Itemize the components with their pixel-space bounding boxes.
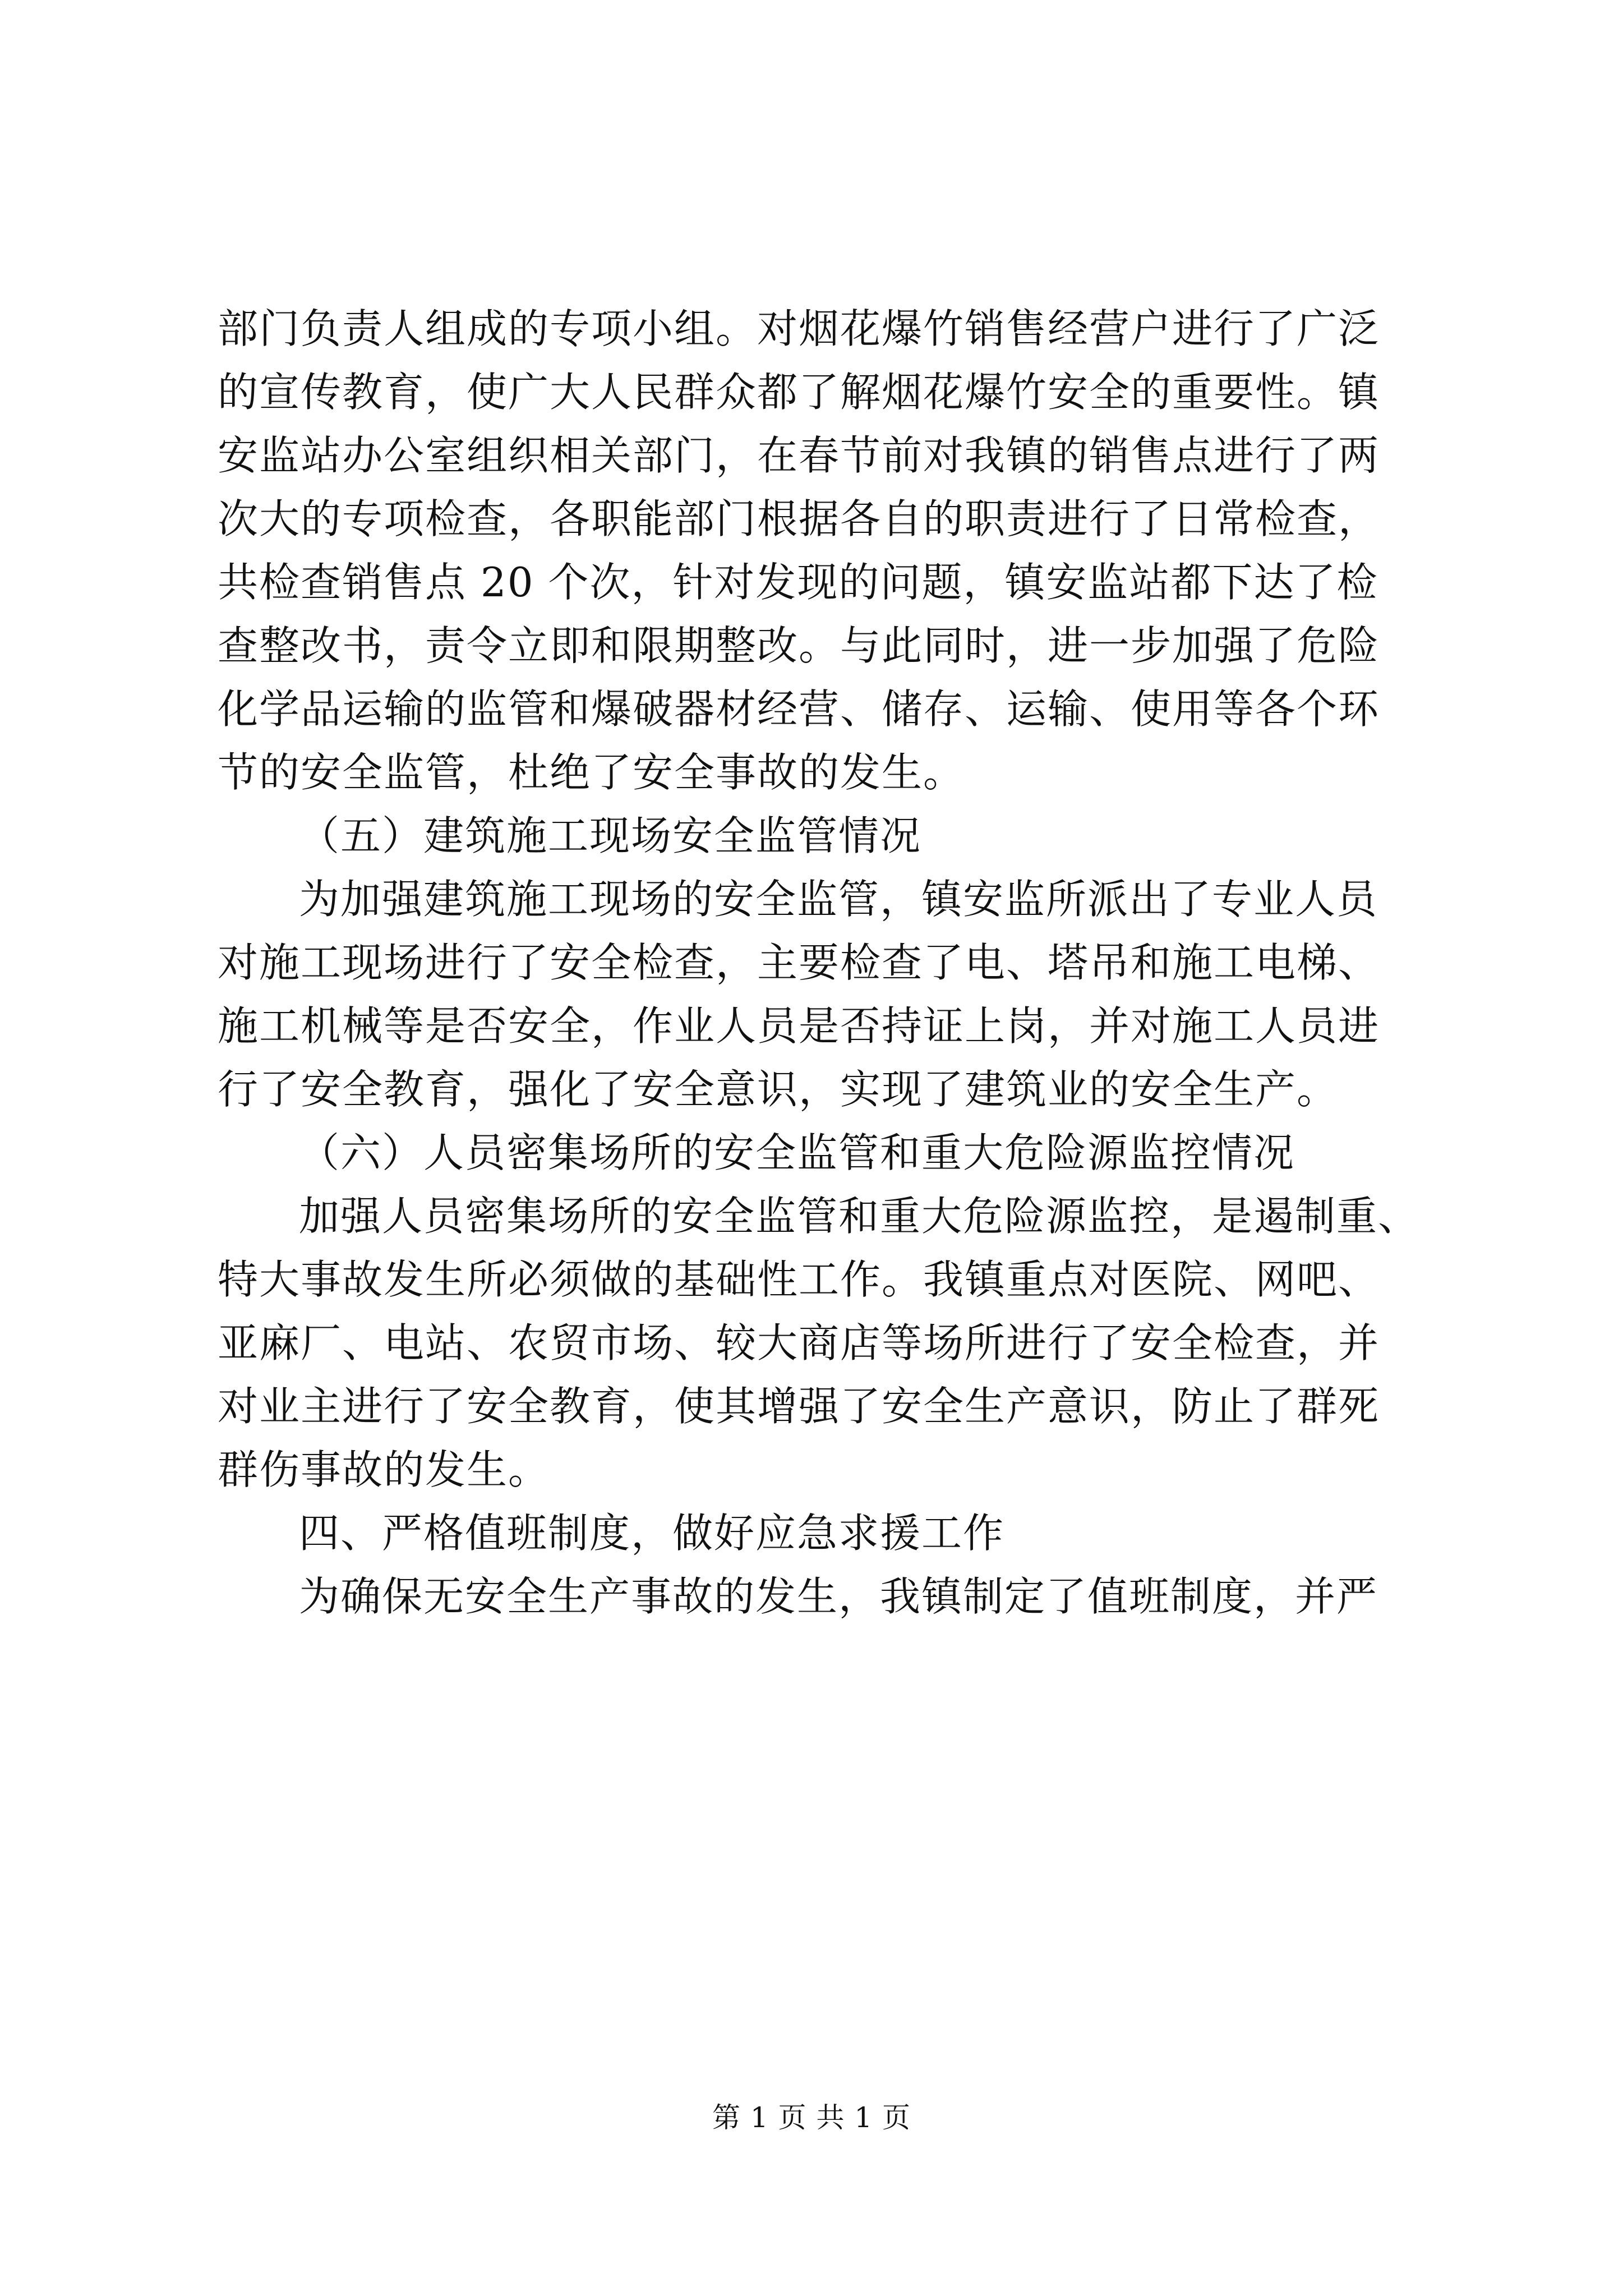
body-line: 部门负责人组成的专项小组。对烟花爆竹销售经营户进行了广泛: [218, 305, 1380, 352]
body-line: 施工机械等是否安全，作业人员是否持证上岗，并对施工人员进: [218, 1002, 1380, 1050]
body-line: 次大的专项检查，各职能部门根据各自的职责进行了日常检查，: [218, 495, 1380, 542]
paragraph-first-line: 加强人员密集场所的安全监管和重大危险源监控，是遏制重、: [299, 1193, 1420, 1240]
page-footer: 第 1 页 共 1 页: [712, 2101, 911, 2134]
body-line: 对施工现场进行了安全检查，主要检查了电、塔吊和施工电梯、: [218, 939, 1380, 986]
paragraph-first-line: 为加强建筑施工现场的安全监管，镇安监所派出了专业人员: [299, 876, 1378, 923]
body-line: 节的安全监管，杜绝了安全事故的发生。: [218, 749, 965, 796]
body-line: 化学品运输的监管和爆破器材经营、储存、运输、使用等各个环: [218, 685, 1380, 733]
body-line: 共检查销售点 20 个次，针对发现的问题，镇安监站都下达了检: [218, 559, 1378, 606]
section-heading: （五）建筑施工现场安全监管情况: [299, 812, 922, 859]
body-line: 的宣传教育，使广大人民群众都了解烟花爆竹安全的重要性。镇: [218, 369, 1380, 416]
body-line: 查整改书，责令立即和限期整改。与此同时，进一步加强了危险: [218, 622, 1380, 669]
body-line: 群伤事故的发生。: [218, 1446, 550, 1493]
section-heading: （六）人员密集场所的安全监管和重大危险源监控情况: [299, 1129, 1295, 1176]
document-body: [218, 297, 1429, 1628]
section-heading: 四、严格值班制度，做好应急求援工作: [299, 1510, 1005, 1557]
paragraph-first-line: 为确保无安全生产事故的发生，我镇制定了值班制度，并严: [299, 1573, 1378, 1620]
body-line: 特大事故发生所必须做的基础性工作。我镇重点对医院、网吧、: [218, 1256, 1380, 1303]
body-line: 安监站办公室组织相关部门，在春节前对我镇的销售点进行了两: [218, 432, 1380, 479]
body-line: 亚麻厂、电站、农贸市场、较大商店等场所进行了安全检查，并: [218, 1319, 1380, 1366]
body-line: 行了安全教育，强化了安全意识，实现了建筑业的安全生产。: [218, 1066, 1339, 1113]
body-line: 对业主进行了安全教育，使其增强了安全生产意识，防止了群死: [218, 1383, 1380, 1430]
